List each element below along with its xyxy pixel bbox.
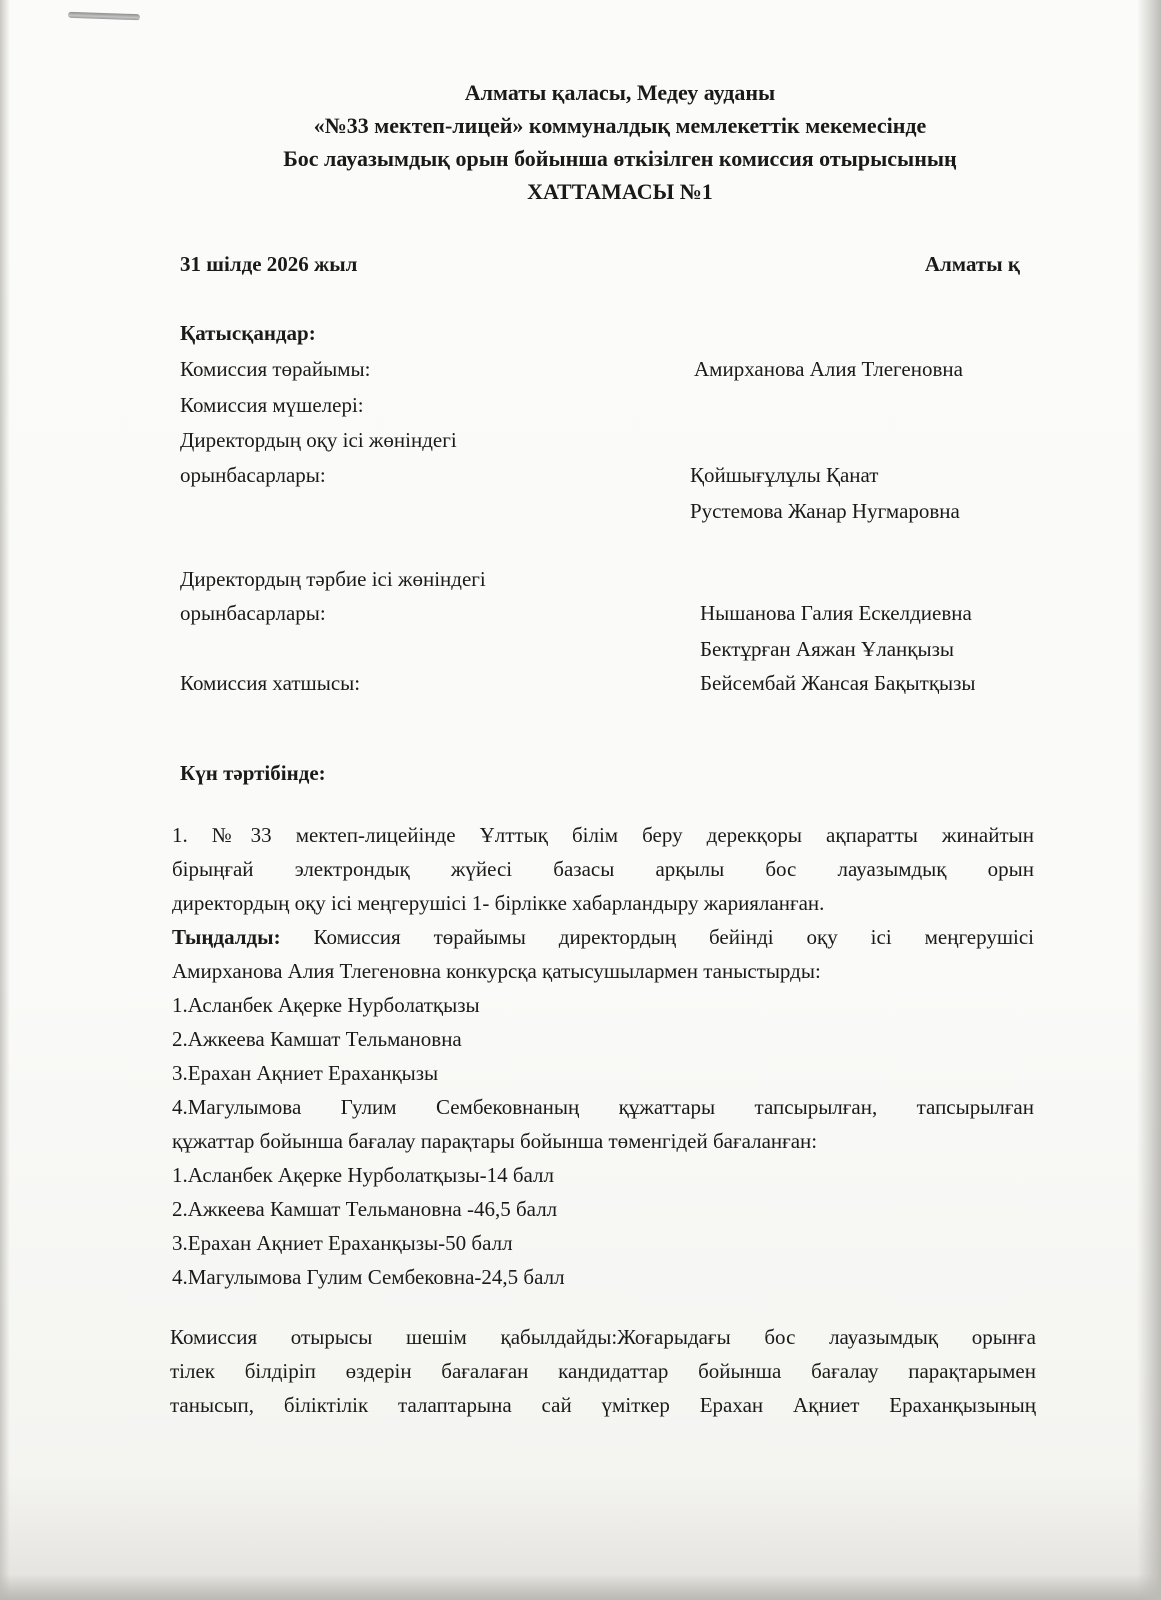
document-date: 31 шілде 2026 жыл <box>180 252 358 276</box>
decision-body <box>170 1320 1036 1422</box>
score-item: 1.Асланбек Ақерке Нурболатқызы-14 балл <box>172 1163 554 1187</box>
score-item: 3.Ерахан Ақниет Ераханқызы-50 балл <box>172 1231 513 1255</box>
deputy-edu-name-2: Рустемова Жанар Нугмаровна <box>690 499 960 523</box>
candidate-item: 2.Ажкеева Камшат Тельмановна <box>172 1027 462 1051</box>
participants-heading: Қатысқандар: <box>180 321 316 345</box>
deputy-edu-name-1: Қойшығұлұлы Қанат <box>690 463 879 487</box>
chair-name: Амирханова Алия Тлегеновна <box>694 357 963 381</box>
secretary-name: Бейсембай Жансая Бақытқызы <box>700 671 976 695</box>
score-item: 2.Ажкеева Камшат Тельмановна -46,5 балл <box>172 1197 558 1221</box>
deputy-upbr-name-1: Нышанова Галия Ескелдиевна <box>700 601 972 625</box>
header-line-city: Алматы қаласы, Медеу ауданы <box>464 80 776 105</box>
date-line <box>180 252 1020 277</box>
decision-line2: тілек білдіріп өздерін бағалаған кандидаттар бойынша бағалау парақтарымен <box>170 1359 1036 1383</box>
agenda-heading: Күн тәртібінде: <box>180 761 326 785</box>
agenda-item1-line3: директордың оқу ісі меңгерушісі 1- бірлікке хабарландыру жарияланған. <box>172 891 825 915</box>
secretary-role: Комиссия хатшысы: <box>180 671 361 695</box>
score-item: 4.Магулымова Гулим Сембековна-24,5 балл <box>172 1265 565 1289</box>
members-label: Комиссия мүшелері: <box>180 393 364 417</box>
deputy-upbr-role-line2: орынбасарлары: <box>180 601 326 625</box>
agenda-body <box>172 818 1034 1294</box>
header-line-subject: Бос лауазымдық орын бойынша өткізілген комиссия отырысының <box>283 146 957 171</box>
header-line-school: «№33 мектеп-лицей» коммуналдық мемлекеттік мекемесінде <box>313 113 927 138</box>
agenda-item1-line1: 1. №33 мектеп-лицейінде Ұлттық білім беру дерекқоры ақпаратты жинайтын <box>172 823 1034 847</box>
heard-line1 <box>172 920 1034 954</box>
candidate4-line2: құжаттар бойынша бағалау парақтары бойынша төменгідей бағаланған: <box>172 1129 818 1153</box>
chair-role: Комиссия төрайымы: <box>180 357 371 381</box>
agenda-item1-line2: бірыңғай электрондық жүйесі базасы арқылы бос лауазымдық орын <box>172 857 1034 881</box>
deputy-upbr-role-line1: Директордың тәрбие ісі жөніндегі <box>180 567 486 591</box>
candidate-item: 3.Ерахан Ақниет Ераханқызы <box>172 1061 439 1085</box>
deputy-upbr-name-2: Бектұрған Аяжан Ұланқызы <box>700 637 954 661</box>
deputy-edu-role-line1: Директордың оқу ісі жөніндегі <box>180 428 457 452</box>
decision-line1: Комиссия отырысы шешім қабылдайды:Жоғарыдағы бос лауазымдық орынға <box>170 1325 1036 1349</box>
page-bottom-edge <box>0 1574 1161 1600</box>
heard-line1-rest: Комиссия төрайымы директордың бейінді оқу ісі меңгерушісі <box>280 925 1034 949</box>
heard-label: Тыңдалды: <box>172 925 281 949</box>
deputy-edu-role-line2: орынбасарлары: <box>180 463 326 487</box>
decision-line3: танысып, біліктілік талаптарына сай үміткер Ерахан Ақниет Ераханқызының <box>170 1393 1036 1417</box>
staple <box>68 12 140 21</box>
document-title: ХАТТАМАСЫ №1 <box>527 179 713 204</box>
document-city: Алматы қ <box>924 252 1020 276</box>
heard-line2: Амирханова Алия Тлегеновна конкурсқа қатысушылармен таныстырды: <box>172 959 821 983</box>
candidate4-line1: 4.Магулымова Гулим Сембековнаның құжаттары тапсырылған, тапсырылған <box>172 1095 1034 1119</box>
document-header <box>100 76 1140 208</box>
candidate-item: 1.Асланбек Ақерке Нурболатқызы <box>172 993 480 1017</box>
